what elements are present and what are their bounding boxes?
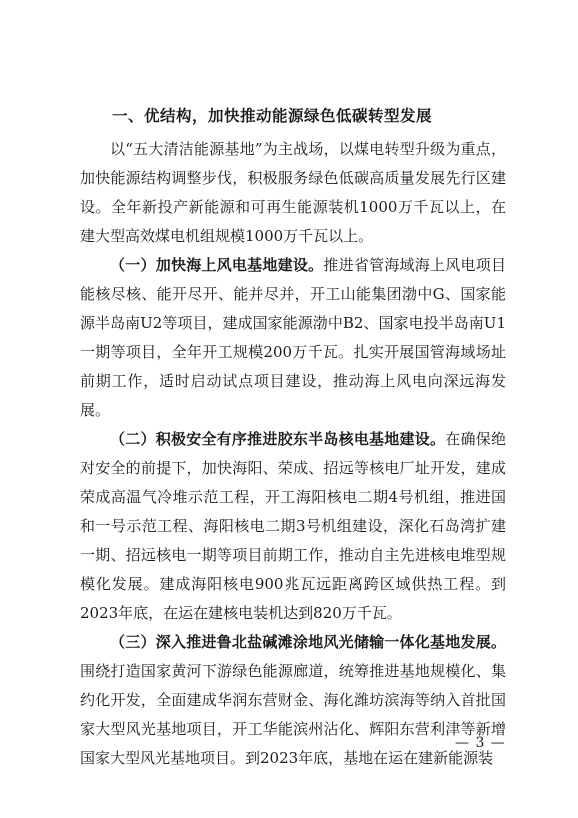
paragraph-lead: （一）加快海上风电基地建设。 (110, 256, 324, 274)
paragraph-text: 围绕打造国家黄河下游绿色能源廊道，统筹推进基地规模化、集约化开发，全面建成华润东营财金、海化潍坊滨海等纳入首批国家大型风光基地项目，开工华能滨州沾化、辉阳东营利津等新增国家大型风光基地项目。到2023年底，基地在运在建新能源装 (80, 662, 506, 767)
body-text (80, 135, 506, 773)
page-number: — 3 — (455, 735, 506, 751)
paragraph-text: 以“五大清洁能源基地”为主战场，以煤电转型升级为重点，加快能源结构调整步伐，积极服务绿色低碳高质量发展先行区建设。全年新投产新能源和可再生能源装机1000万千瓦以上，在建大型高效煤电机组规模1000万千瓦以上。 (80, 140, 506, 245)
paragraph-text: 在确保绝对安全的前提下，加快海阳、荣成、招远等核电厂址开发，建成荣成高温气冷堆示范工程，开工海阳核电二期4号机组，推进国和一号示范工程、海阳核电二期3号机组建设，深化石岛湾扩建一期、招远核电一期等项目前期工作，推动自主先进核电堆型规模化发展。建成海阳核电900兆瓦远距离跨区域供热工程。到2023年底，在运在建核电装机达到820万千瓦。 (80, 430, 506, 622)
paragraph-intro (80, 135, 506, 251)
paragraph-text: 推进省管海域海上风电项目能核尽核、能开尽开、能并尽并，开工山能集团渤中G、国家能源半岛南U2等项目，建成国家能源渤中B2、国家电投半岛南U1一期等项目，全年开工规模200万千瓦。扎实开展国管海域场址前期工作，适时启动试点项目建设，推动海上风电向深远海发展。 (80, 256, 506, 419)
paragraph-wind-solar-base (80, 628, 506, 773)
section-heading: 一、优结构，加快推动能源绿色低碳转型发展 (112, 107, 433, 125)
paragraph-nuclear (80, 425, 506, 628)
paragraph-lead: （二）积极安全有序推进胶东半岛核电基地建设。 (110, 430, 446, 448)
paragraph-offshore-wind (80, 251, 506, 425)
paragraph-lead: （三）深入推进鲁北盐碱滩涂地风光储输一体化基地发展。 (110, 633, 506, 651)
